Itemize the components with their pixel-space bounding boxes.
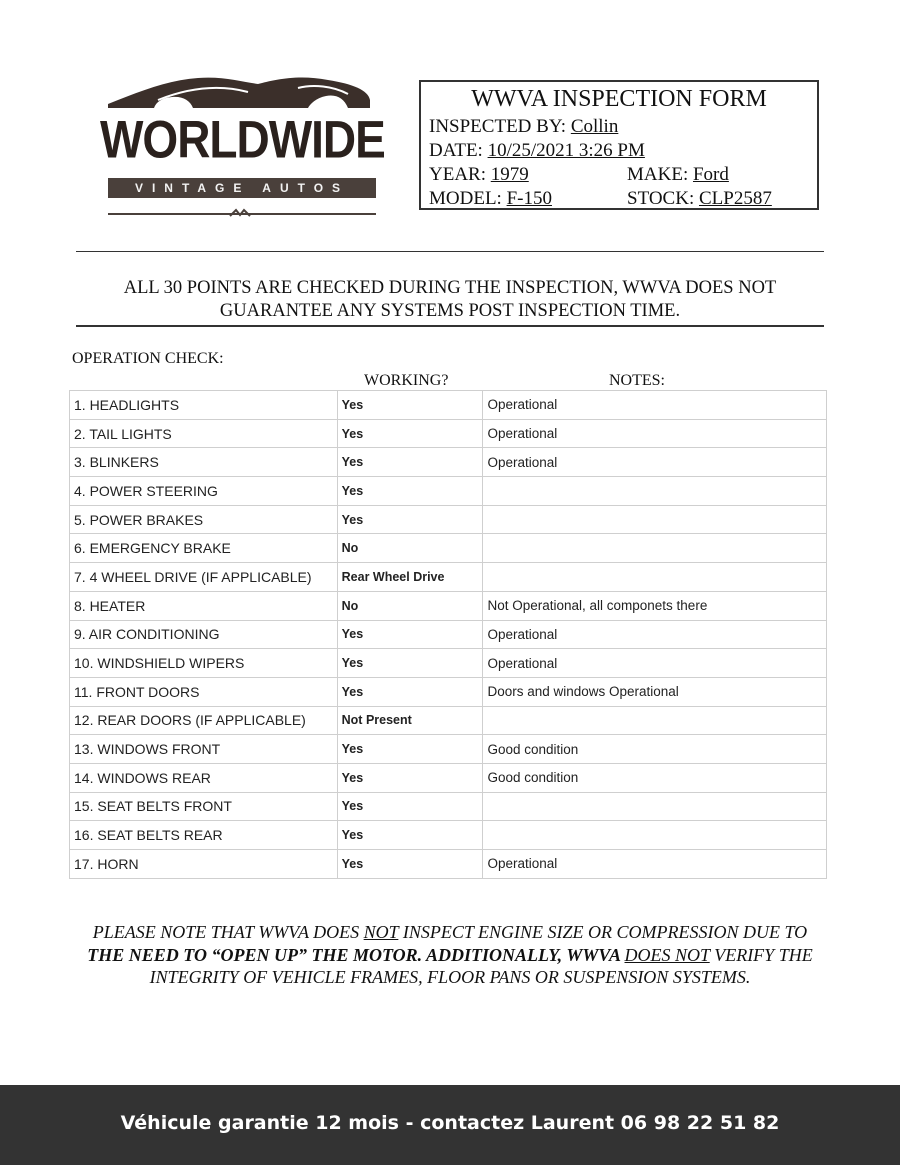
disclaimer-line-3: INTEGRITY OF VEHICLE FRAMES, FLOOR PANS OR SUSPENSION SYSTEMS. — [149, 967, 751, 987]
working-status: Not Present — [338, 707, 484, 736]
worldwide-logo — [98, 70, 383, 220]
table-row — [70, 649, 827, 678]
working-status: Yes — [338, 821, 484, 850]
model-label: MODEL: — [429, 188, 502, 209]
working-status: Yes — [338, 678, 484, 707]
notes-cell: Operational — [483, 420, 827, 449]
table-row — [70, 534, 827, 563]
notes-column-header: NOTES: — [609, 372, 665, 389]
disclaimer-line-1 — [70, 921, 830, 944]
working-status: No — [338, 534, 484, 563]
table-row — [70, 506, 827, 535]
stock-label: STOCK: — [627, 188, 695, 209]
check-item: 17. HORN — [70, 850, 338, 879]
working-status: Yes — [338, 793, 484, 822]
check-item: 1. HEADLIGHTS — [70, 391, 338, 420]
date-label: DATE: — [429, 140, 483, 161]
date-line — [429, 140, 645, 162]
table-row — [70, 592, 827, 621]
check-item: 3. BLINKERS — [70, 448, 338, 477]
year-label: YEAR: — [429, 164, 486, 185]
working-status: Yes — [338, 850, 484, 879]
table-row — [70, 621, 827, 650]
check-item: 12. REAR DOORS (IF APPLICABLE) — [70, 707, 338, 736]
make-label: MAKE: — [627, 164, 689, 185]
notes-cell — [483, 707, 827, 736]
check-item: 16. SEAT BELTS REAR — [70, 821, 338, 850]
notes-cell — [483, 477, 827, 506]
table-row — [70, 391, 827, 420]
disclaimer-emphasis: DOES NOT — [624, 944, 710, 965]
working-status: Rear Wheel Drive — [338, 563, 484, 592]
logo-wordmark: WORLDWIDE — [100, 109, 385, 169]
check-item: 5. POWER BRAKES — [70, 506, 338, 535]
inspection-header-box — [419, 80, 819, 210]
notes-cell — [483, 821, 827, 850]
notes-cell: Operational — [483, 448, 827, 477]
divider-top — [76, 251, 824, 252]
check-item: 6. EMERGENCY BRAKE — [70, 534, 338, 563]
table-row — [70, 448, 827, 477]
disclaimer-emphasis: NOT — [363, 922, 399, 942]
working-status: Yes — [338, 420, 484, 449]
model-value: F-150 — [506, 188, 552, 209]
divider-bottom — [76, 325, 824, 327]
check-item: 14. WINDOWS REAR — [70, 764, 338, 793]
working-status: Yes — [338, 506, 484, 535]
working-status: Yes — [338, 448, 484, 477]
operation-check-title: OPERATION CHECK: — [72, 350, 224, 367]
working-status: Yes — [338, 735, 484, 764]
stock-line — [627, 188, 772, 210]
logo-tagline: VINTAGE AUTOS — [108, 178, 376, 198]
inspected-by-line — [429, 116, 618, 138]
disclaimer-text: THE NEED TO “OPEN UP” THE MOTOR. ADDITIONALLY, WWVA — [87, 944, 625, 965]
disclaimer-line-2 — [70, 944, 830, 967]
model-line — [429, 188, 552, 210]
notes-cell — [483, 793, 827, 822]
table-row — [70, 420, 827, 449]
notes-cell: Operational — [483, 391, 827, 420]
table-row — [70, 707, 827, 736]
working-status: Yes — [338, 764, 484, 793]
check-item: 8. HEATER — [70, 592, 338, 621]
check-item: 4. POWER STEERING — [70, 477, 338, 506]
year-value: 1979 — [490, 164, 529, 185]
check-item: 7. 4 WHEEL DRIVE (IF APPLICABLE) — [70, 563, 338, 592]
stock-value: CLP2587 — [698, 188, 772, 209]
inspected-by-label: INSPECTED BY: — [429, 116, 567, 137]
disclaimer-text: INSPECT ENGINE SIZE OR COMPRESSION DUE TO — [398, 922, 808, 942]
table-row — [70, 793, 827, 822]
check-item: 13. WINDOWS FRONT — [70, 735, 338, 764]
notes-cell: Operational — [483, 621, 827, 650]
working-status: Yes — [338, 621, 484, 650]
inspected-by-value: Collin — [570, 116, 619, 137]
notes-cell: Operational — [483, 649, 827, 678]
notes-cell — [483, 563, 827, 592]
working-status: Yes — [338, 477, 484, 506]
disclaimer — [70, 921, 830, 989]
notes-cell: Doors and windows Operational — [483, 678, 827, 707]
table-row — [70, 735, 827, 764]
check-item: 11. FRONT DOORS — [70, 678, 338, 707]
inspection-notice — [76, 277, 824, 323]
notes-cell: Not Operational, all componets there — [483, 592, 827, 621]
notes-cell — [483, 506, 827, 535]
working-status: No — [338, 592, 484, 621]
make-line — [627, 164, 729, 186]
notes-cell: Good condition — [483, 764, 827, 793]
disclaimer-text: PLEASE NOTE THAT WWVA DOES — [92, 922, 364, 942]
operation-check-table — [69, 390, 827, 879]
working-column-header: WORKING? — [364, 372, 449, 389]
table-row — [70, 678, 827, 707]
notes-cell: Good condition — [483, 735, 827, 764]
table-row — [70, 764, 827, 793]
date-value: 10/25/2021 3:26 PM — [487, 140, 645, 161]
form-title: WWVA INSPECTION FORM — [471, 86, 767, 112]
check-item: 15. SEAT BELTS FRONT — [70, 793, 338, 822]
notice-line-1: ALL 30 POINTS ARE CHECKED DURING THE INSPECTION, WWVA DOES NOT — [123, 278, 777, 298]
working-status: Yes — [338, 649, 484, 678]
check-item: 9. AIR CONDITIONING — [70, 621, 338, 650]
table-row — [70, 821, 827, 850]
working-status: Yes — [338, 391, 484, 420]
notes-cell — [483, 534, 827, 563]
table-row — [70, 563, 827, 592]
table-row — [70, 850, 827, 879]
make-value: Ford — [692, 164, 729, 185]
notice-line-2: GUARANTEE ANY SYSTEMS POST INSPECTION TIME. — [219, 301, 681, 321]
warranty-footer-bar: Véhicule garantie 12 mois - contactez Laurent 06 98 22 51 82 — [0, 1085, 900, 1165]
check-item: 10. WINDSHIELD WIPERS — [70, 649, 338, 678]
notes-cell: Operational — [483, 850, 827, 879]
year-line — [429, 164, 529, 186]
disclaimer-text: VERIFY THE — [709, 944, 813, 965]
check-item: 2. TAIL LIGHTS — [70, 420, 338, 449]
table-row — [70, 477, 827, 506]
